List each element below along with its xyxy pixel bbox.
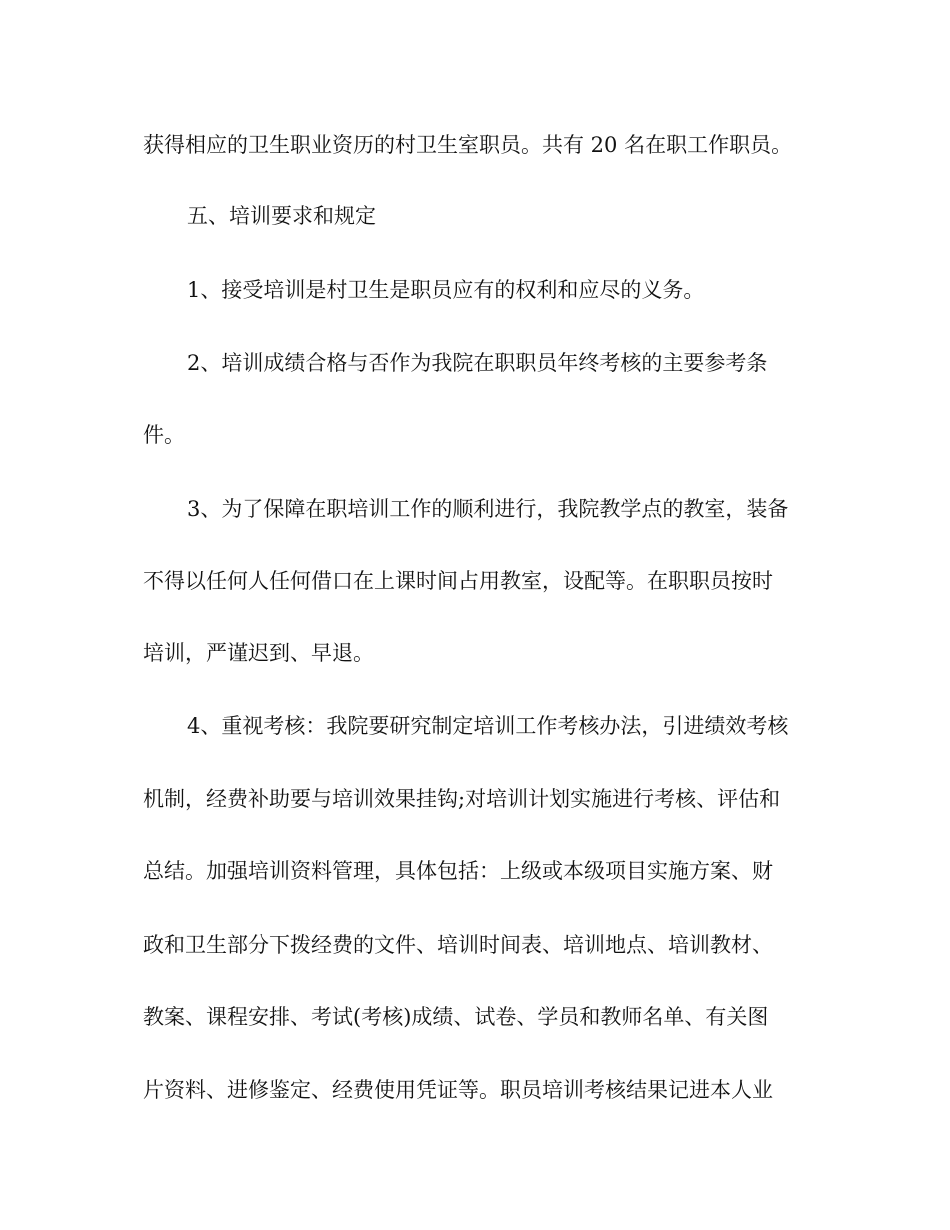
section-heading: 五、培训要求和规定 bbox=[187, 204, 376, 228]
text-line: 3、为了保障在职培训工作的顺利进行，我院教学点的教室，装备 bbox=[187, 497, 789, 521]
text-line: 片资料、进修鉴定、经费使用凭证等。职员培训考核结果记进本人业 bbox=[143, 1078, 773, 1102]
text-line: 2、培训成绩合格与否作为我院在职职员年终考核的主要参考条 bbox=[187, 351, 768, 375]
text-line: 1、接受培训是村卫生是职员应有的权利和应尽的义务。 bbox=[187, 278, 705, 302]
text-line: 教案、课程安排、考试(考核)成绩、试卷、学员和教师名单、有关图 bbox=[143, 1005, 769, 1029]
text-line: 4、重视考核：我院要研究制定培训工作考核办法，引进绩效考核 bbox=[187, 714, 789, 738]
text-line: 政和卫生部分下拨经费的文件、培训时间表、培训地点、培训教材、 bbox=[143, 933, 773, 957]
text-line: 总结。加强培训资料管理，具体包括：上级或本级项目实施方案、财 bbox=[143, 859, 773, 883]
text-line: 获得相应的卫生职业资历的村卫生室职员。共有 20 名在职工作职员。 bbox=[143, 133, 793, 157]
text-line: 培训，严谨迟到、早退。 bbox=[143, 641, 374, 665]
text-line: 件。 bbox=[143, 423, 185, 447]
text-line: 机制，经费补助要与培训效果挂钩;对培训计划实施进行考核、评估和 bbox=[143, 787, 781, 811]
text-line: 不得以任何人任何借口在上课时间占用教室，设配等。在职职员按时 bbox=[143, 569, 773, 593]
